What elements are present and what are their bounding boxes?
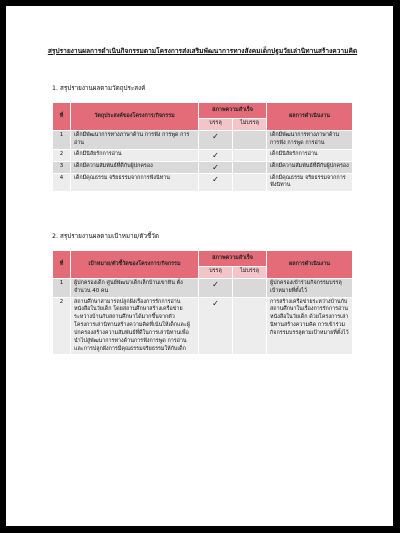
- objectives-table: [52, 102, 353, 192]
- table-row: [53, 131, 353, 150]
- row-result: เด็กมีพัฒนาการทางภาษาด้าน การฟัง การพูด การอ่าน: [267, 131, 353, 150]
- row-result: การสร้างเครือข่ายระหว่างบ้านกับสถานศึกษาในเรื่องการรักการอ่านหนังสือในวัยเด็ก ด้วยโครงการเล่านิทานสร้างความคิด การเข้าร่วมกิจกรรมบรรลุตามเป้าหมายที่ตั้งไว้: [267, 297, 353, 355]
- row-target: ผู้ปกครองเด็ก ศูนย์พัฒนาเด็กเล็กบ้านเขาหิน ตั้ง จำนวน 40 คน: [71, 279, 199, 298]
- section2-heading: 2. สรุปรายงานผลตามเป้าหมาย/ตัวชี้วัด: [52, 233, 159, 240]
- row-not-achieved: [233, 279, 267, 298]
- row-not-achieved: [233, 149, 267, 161]
- row-objective: เด็กมีพัฒนาการทางภาษาด้าน การฟัง การพูด การอ่าน: [71, 131, 199, 150]
- row-number: 1: [53, 131, 71, 150]
- row-not-achieved: [233, 161, 267, 173]
- document-page: [6, 6, 393, 526]
- col-header-success: สภาพความสำเร็จ: [199, 103, 267, 119]
- row-not-achieved: [233, 297, 267, 355]
- check-icon: ✓: [199, 131, 233, 150]
- row-number: 1: [53, 279, 71, 298]
- check-icon: ✓: [199, 149, 233, 161]
- row-objective: เด็กมีคุณธรรม จริยธรรมจากการฟังนิทาน: [71, 173, 199, 192]
- subheader-not-achieved: ไม่บรรลุ: [233, 119, 267, 131]
- row-not-achieved: [233, 131, 267, 150]
- table-row: [53, 161, 353, 173]
- table-row: [53, 173, 353, 192]
- row-number: 2: [53, 297, 71, 355]
- row-objective: เด็กมีความสัมพันธ์ที่ดีกับผู้ปกครอง: [71, 161, 199, 173]
- col-header-success: สภาพความสำเร็จ: [199, 251, 267, 267]
- table-row: [53, 149, 353, 161]
- row-target: สถานศึกษาสามารถปลูกฝังเรื่องการรักการอ่านหนังสือในวัยเด็ก โดยสถานศึกษาสร้างเครือข่ายระหว่างบ้านกับสถานศึกษาได้มากขึ้นจากตัวโครงการเล่านิทานสร้างความคิดที่เน้นให้เด็กและผู้ปกครองสร้างความสัมพันธ์ที่ดีในการเล่านิทานเพื่อนำไปสู่พัฒนาการทางด้านการฟังการพูด การอ่าน และการปลูกฝังการมีคุณธรรมจริยธรรมให้กับเด็ก: [71, 297, 199, 355]
- table-row: [53, 279, 353, 298]
- col-header-result: ผลการดำเนินงาน: [267, 251, 353, 279]
- check-icon: ✓: [199, 279, 233, 298]
- table-row: [53, 297, 353, 355]
- row-result: เด็กมีความสัมพันธ์ที่ดีกับผู้ปกครอง: [267, 161, 353, 173]
- col-header-no: ที่: [53, 103, 71, 131]
- row-number: 4: [53, 173, 71, 192]
- row-number: 2: [53, 149, 71, 161]
- row-result: เด็กมีนิสัยรักการอ่าน: [267, 149, 353, 161]
- document-title: สรุปรายงานผลการดำเนินกิจกรรมตามโครงการส่งเสริมพัฒนาการทางสังคมเด็กปฐมวัยเล่านิทานสร้างความคิด: [47, 47, 358, 55]
- targets-table: [52, 250, 353, 355]
- col-header-target: เป้าหมาย/ตัวชี้วัดของโครงการ/กิจกรรม: [71, 251, 199, 279]
- col-header-no: ที่: [53, 251, 71, 279]
- row-result: เด็กมีคุณธรรม จริยธรรมจากการฟังนิทาน: [267, 173, 353, 192]
- row-objective: เด็กมีนิสัยรักการอ่าน: [71, 149, 199, 161]
- row-result: ผู้ปกครองเข้าร่วมกิจกรรมบรรลุเป้าหมายที่ตั้งไว้: [267, 279, 353, 298]
- col-header-result: ผลการดำเนินงาน: [267, 103, 353, 131]
- check-icon: ✓: [199, 161, 233, 173]
- section1-heading: 1. สรุปรายงานผลตามวัตถุประสงค์: [52, 85, 146, 92]
- subheader-not-achieved: ไม่บรรลุ: [233, 267, 267, 279]
- subheader-achieved: บรรลุ: [199, 119, 233, 131]
- check-icon: ✓: [199, 173, 233, 192]
- col-header-objective: วัตถุประสงค์ของโครงการ/กิจกรรม: [71, 103, 199, 131]
- row-number: 3: [53, 161, 71, 173]
- check-icon: ✓: [199, 297, 233, 355]
- row-not-achieved: [233, 173, 267, 192]
- subheader-achieved: บรรลุ: [199, 267, 233, 279]
